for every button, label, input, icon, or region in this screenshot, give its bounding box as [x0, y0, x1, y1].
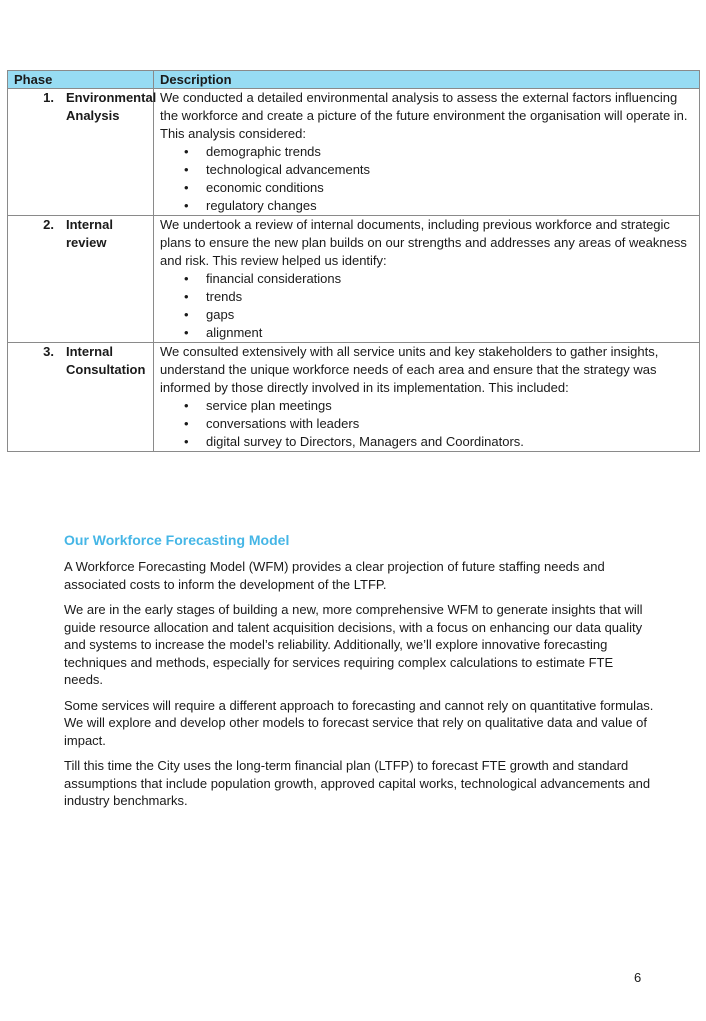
list-item: • regulatory changes — [160, 197, 693, 215]
bullet-list — [160, 397, 693, 451]
phase-name: Internal review — [66, 217, 113, 250]
description-cell — [154, 343, 700, 452]
table-row — [8, 216, 700, 343]
phase-name: Environmental Analysis — [66, 90, 157, 123]
list-item: • demographic trends — [160, 143, 693, 161]
phase-number: 2. — [43, 217, 54, 232]
list-item: • conversations with leaders — [160, 415, 693, 433]
description-cell — [154, 89, 700, 216]
header-phase: Phase — [8, 71, 154, 89]
page-number: 6 — [634, 970, 642, 985]
phase-number: 3. — [43, 344, 54, 359]
paragraph: A Workforce Forecasting Model (WFM) provides a clear projection of future staffing needs and associated costs to inform the development of the LTFP. — [64, 559, 605, 592]
phase-cell — [8, 216, 154, 343]
phase-cell — [8, 89, 157, 216]
list-item: • gaps — [160, 306, 693, 324]
table-row — [8, 89, 700, 216]
paragraph: Some services will require a different approach to forecasting and cannot rely on quantitative formulas. We will explore and develop other models to forecast service that rely on qualitative data and value of impact. — [64, 697, 654, 748]
workforce-forecasting-section — [64, 531, 654, 818]
list-item: • economic conditions — [160, 179, 693, 197]
list-item: • financial considerations — [160, 270, 693, 288]
phase-number: 1. — [43, 90, 54, 105]
bullet-list — [160, 143, 693, 215]
description-text: We undertook a review of internal documents, including previous workforce and strategic plans to ensure the new plan builds on our strengths and addresses any areas of weakness and risk. This review helped us identify: — [160, 217, 687, 268]
list-item: • technological advancements — [160, 161, 693, 179]
list-item: • digital survey to Directors, Managers and Coordinators. — [160, 433, 693, 451]
description-text: We consulted extensively with all service units and key stakeholders to gather insights, understand the unique workforce needs of each area and ensure that the strategy was informed by those directly involved in its implementation. This included: — [160, 344, 659, 395]
paragraph: Till this time the City uses the long-term financial plan (LTFP) to forecast FTE growth and standard assumptions that include population growth, approved capital works, technological advancements and industry benchmarks. — [64, 758, 651, 808]
header-description: Description — [154, 71, 700, 89]
bullet-list — [160, 270, 693, 342]
phase-table — [7, 70, 700, 452]
list-item: • service plan meetings — [160, 397, 693, 415]
description-text: We conducted a detailed environmental analysis to assess the external factors influencing the workforce and create a picture of the future environment the organisation will operate in. This analysis considered: — [160, 90, 688, 141]
phase-name: Internal Consultation — [66, 344, 146, 377]
section-heading: Our Workforce Forecasting Model — [64, 532, 290, 548]
paragraph: We are in the early stages of building a new, more comprehensive WFM to generate insights that will guide resource allocation and talent acquisition decisions, with a focus on enhancing our data quality and systems to increase the model’s reliability. Additionally, we’ll explore innovative forecasting techniques and methods, especially for services requiring complex calculations to estimate FTE needs. — [64, 602, 643, 687]
table-header-row — [8, 71, 700, 89]
description-cell — [154, 216, 700, 343]
list-item: • trends — [160, 288, 693, 306]
phase-cell — [8, 343, 154, 452]
table-row — [8, 343, 700, 452]
list-item: • alignment — [160, 324, 693, 342]
